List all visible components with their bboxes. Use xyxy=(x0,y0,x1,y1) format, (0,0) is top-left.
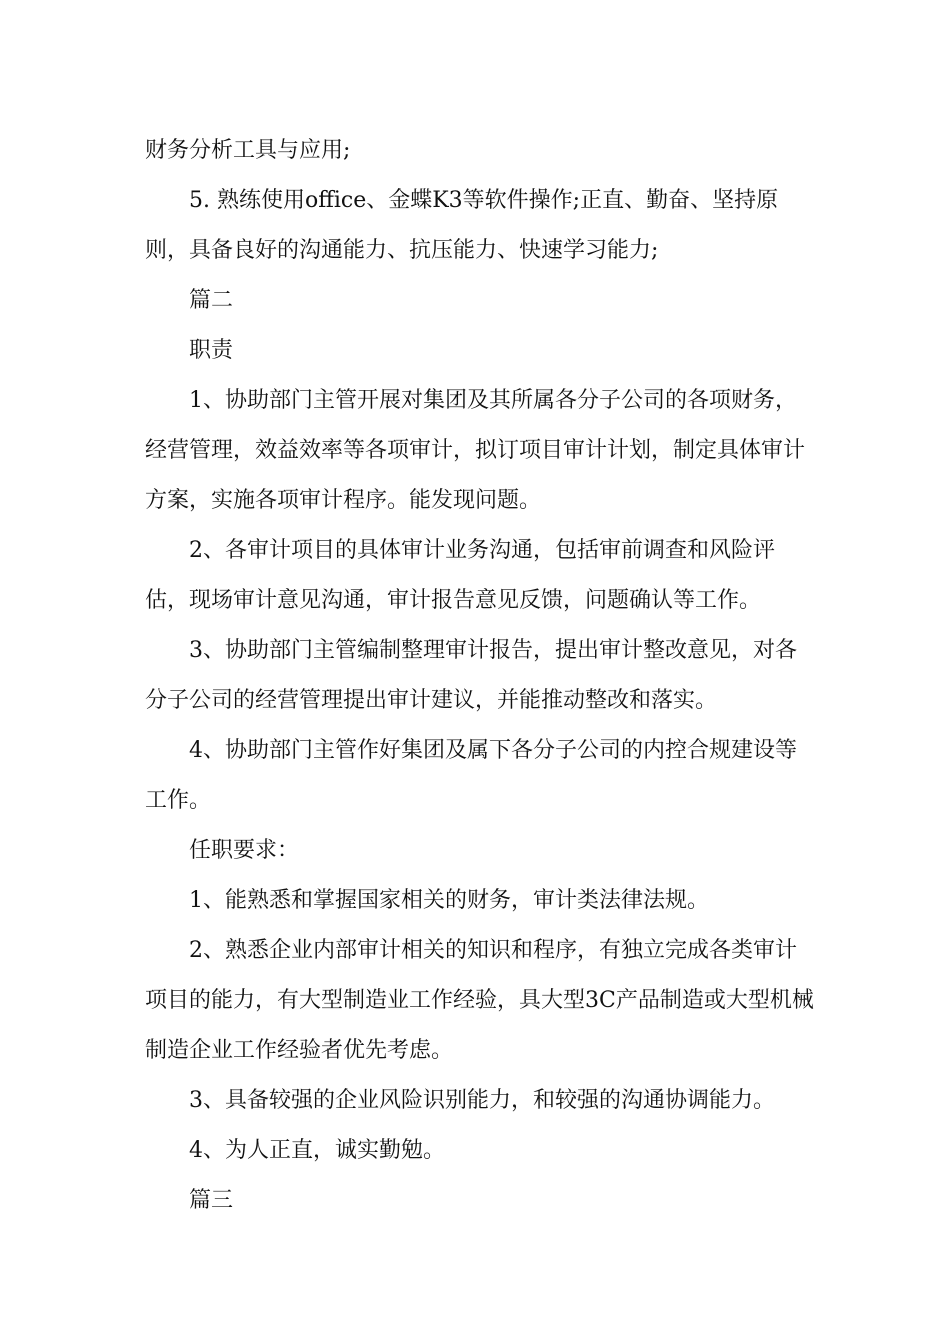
section-heading-2: 篇二 xyxy=(189,288,234,313)
paragraph-duty-4: 4、协助部门主管作好集团及属下各分子公司的内控合规建设等工作。 xyxy=(145,738,797,813)
paragraph-req-1: 1、能熟悉和掌握国家相关的财务，审计类法律法规。 xyxy=(189,888,709,913)
paragraph-2: 5. 熟练使用office、金蝶K3等软件操作;正直、勤奋、坚持原则，具备良好的沟通能力、抗压能力、快速学习能力; xyxy=(145,188,779,263)
subheading-requirements: 任职要求： xyxy=(189,838,300,863)
section-heading-3: 篇三 xyxy=(189,1188,234,1213)
paragraph-1: 财务分析工具与应用; xyxy=(145,138,351,163)
paragraph-duty-3: 3、协助部门主管编制整理审计报告，提出审计整改意见，对各分子公司的经营管理提出审计建议，并能推动整改和落实。 xyxy=(145,638,797,713)
subheading-duties: 职责 xyxy=(189,338,234,363)
paragraph-duty-2: 2、各审计项目的具体审计业务沟通，包括审前调查和风险评估，现场审计意见沟通，审计报告意见反馈，问题确认等工作。 xyxy=(145,538,775,613)
paragraph-req-4: 4、为人正直，诚实勤勉。 xyxy=(189,1138,445,1163)
paragraph-req-2: 2、熟悉企业内部审计相关的知识和程序，有独立完成各类审计项目的能力，有大型制造业工作经验，具大型3C产品制造或大型机械制造企业工作经验者优先考虑。 xyxy=(145,938,814,1063)
document-body xyxy=(145,126,817,1226)
paragraph-duty-1: 1、协助部门主管开展对集团及其所属各分子公司的各项财务，经营管理，效益效率等各项审计，拟订项目审计计划，制定具体审计方案，实施各项审计程序。能发现问题。 xyxy=(145,388,806,513)
paragraph-req-3: 3、具备较强的企业风险识别能力，和较强的沟通协调能力。 xyxy=(189,1088,775,1113)
